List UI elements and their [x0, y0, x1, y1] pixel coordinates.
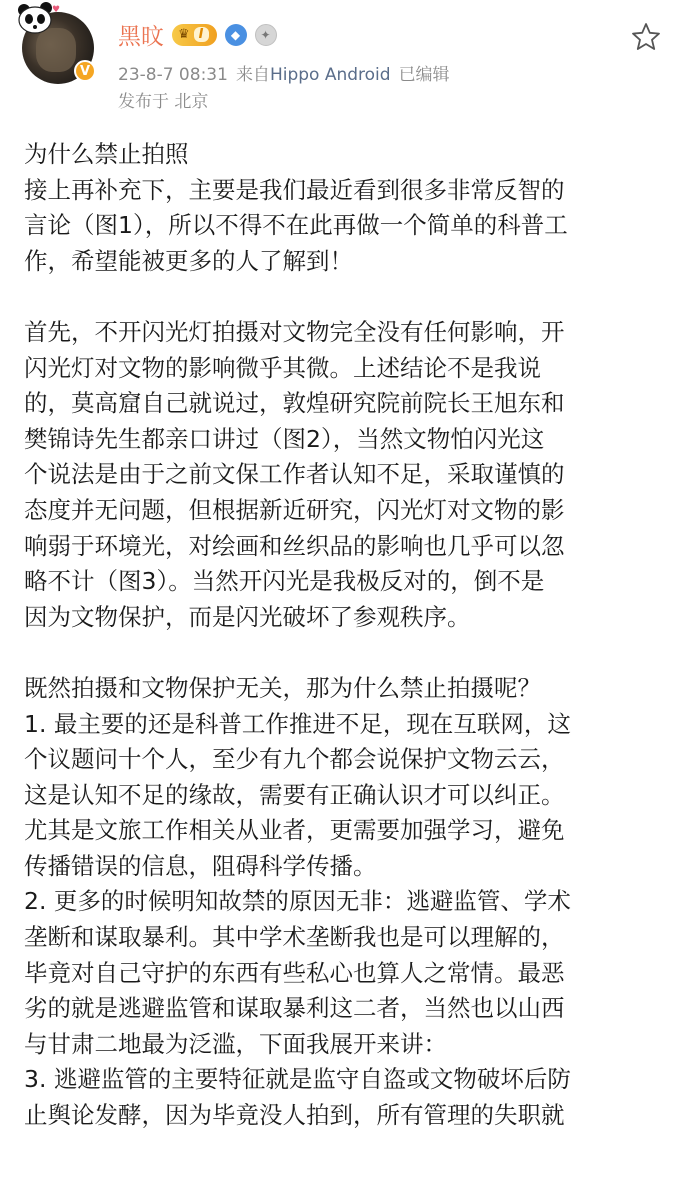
content-line: 垄断和谋取暴利。其中学术垄断我也是可以理解的， [24, 923, 565, 952]
paragraph-gap [24, 635, 661, 671]
content-line: 响弱于环境光，对绘画和丝织品的影响也几乎可以忽 [24, 531, 565, 560]
content-line: 因为文物保护，而是闪光破坏了参观秩序。 [24, 602, 471, 631]
vip-badge[interactable] [172, 24, 217, 46]
vip-level: I [194, 27, 209, 42]
verified-badge-icon: V [74, 60, 96, 82]
content-line: 闪光灯对文物的影响微乎其微。上述结论不是我说 [24, 353, 541, 382]
content-line: 言论（图1），所以不得不在此再做一个简单的科普工 [24, 211, 568, 240]
content-line: 个说法是由于之前文保工作者认知不足，采取谨慎的 [24, 460, 565, 489]
content-line: 与甘肃二地最为泛滥，下面我展开来讲： [24, 1029, 447, 1058]
avatar[interactable] [22, 5, 94, 84]
post-header [0, 0, 685, 125]
content-line: 尤其是文旅工作相关从业者，更需要加强学习，避免 [24, 816, 565, 845]
grey-medal-icon[interactable]: ✦ [255, 24, 277, 46]
content-line: 为什么禁止拍照 [24, 140, 189, 168]
content-line: 既然拍摄和文物保护无关，那为什么禁止拍摄呢？ [24, 673, 541, 702]
content-line: 3. 逃避监管的主要特征就是监守自盗或文物破坏后防 [24, 1065, 571, 1094]
post-meta [118, 60, 458, 85]
crown-icon: ♛ [178, 27, 190, 42]
post-content [0, 125, 685, 1134]
paragraph-gap [24, 279, 661, 315]
post-location: 发布于 北京 [118, 92, 209, 112]
post-device[interactable]: Hippo Android [269, 65, 391, 85]
favorite-star-icon[interactable] [631, 22, 661, 52]
svg-text:♥: ♥ [52, 5, 60, 15]
content-line: 毕竟对自己守护的东西有些私心也算人之常情。最恶 [24, 958, 565, 987]
name-row [118, 18, 277, 51]
blue-badge-icon[interactable]: ◆ [225, 24, 247, 46]
content-line: 这是认知不足的缘故，需要有正确认识才可以纠正。 [24, 780, 565, 809]
content-line: 2. 更多的时候明知故禁的原因无非：逃避监管、学术 [24, 887, 571, 916]
content-line: 首先，不开闪光灯拍摄对文物完全没有任何影响，开 [24, 317, 565, 346]
username[interactable]: 黑旼 [118, 24, 164, 50]
content-line: 个议题问十个人，至少有九个都会说保护文物云云， [24, 745, 565, 774]
content-line: 作，希望能被更多的人了解到！ [24, 246, 353, 275]
post-source-label: 来自 [235, 65, 270, 85]
content-line: 止舆论发酵，因为毕竟没人拍到，所有管理的失职就 [24, 1101, 565, 1130]
panda-ornament-icon [16, 2, 60, 38]
content-line: 接上再补充下，主要是我们最近看到很多非常反智的 [24, 175, 565, 204]
content-line: 劣的就是逃避监管和谋取暴利这二者，当然也以山西 [24, 994, 565, 1023]
content-line: 1. 最主要的还是科普工作推进不足，现在互联网，这 [24, 709, 571, 738]
post-timestamp: 23-8-7 08:31 [118, 65, 228, 85]
content-line: 樊锦诗先生都亲口讲过（图2），当然文物怕闪光这 [24, 424, 545, 453]
content-line: 略不计（图3）。当然开闪光是我极反对的，倒不是 [24, 567, 545, 596]
content-line: 态度并无问题，但根据新近研究，闪光灯对文物的影 [24, 495, 565, 524]
content-line: 传播错误的信息，阻碍科学传播。 [24, 851, 377, 880]
edited-label[interactable]: 已编辑 [398, 65, 450, 85]
content-line: 的，莫高窟自己就说过，敦煌研究院前院长王旭东和 [24, 389, 565, 418]
